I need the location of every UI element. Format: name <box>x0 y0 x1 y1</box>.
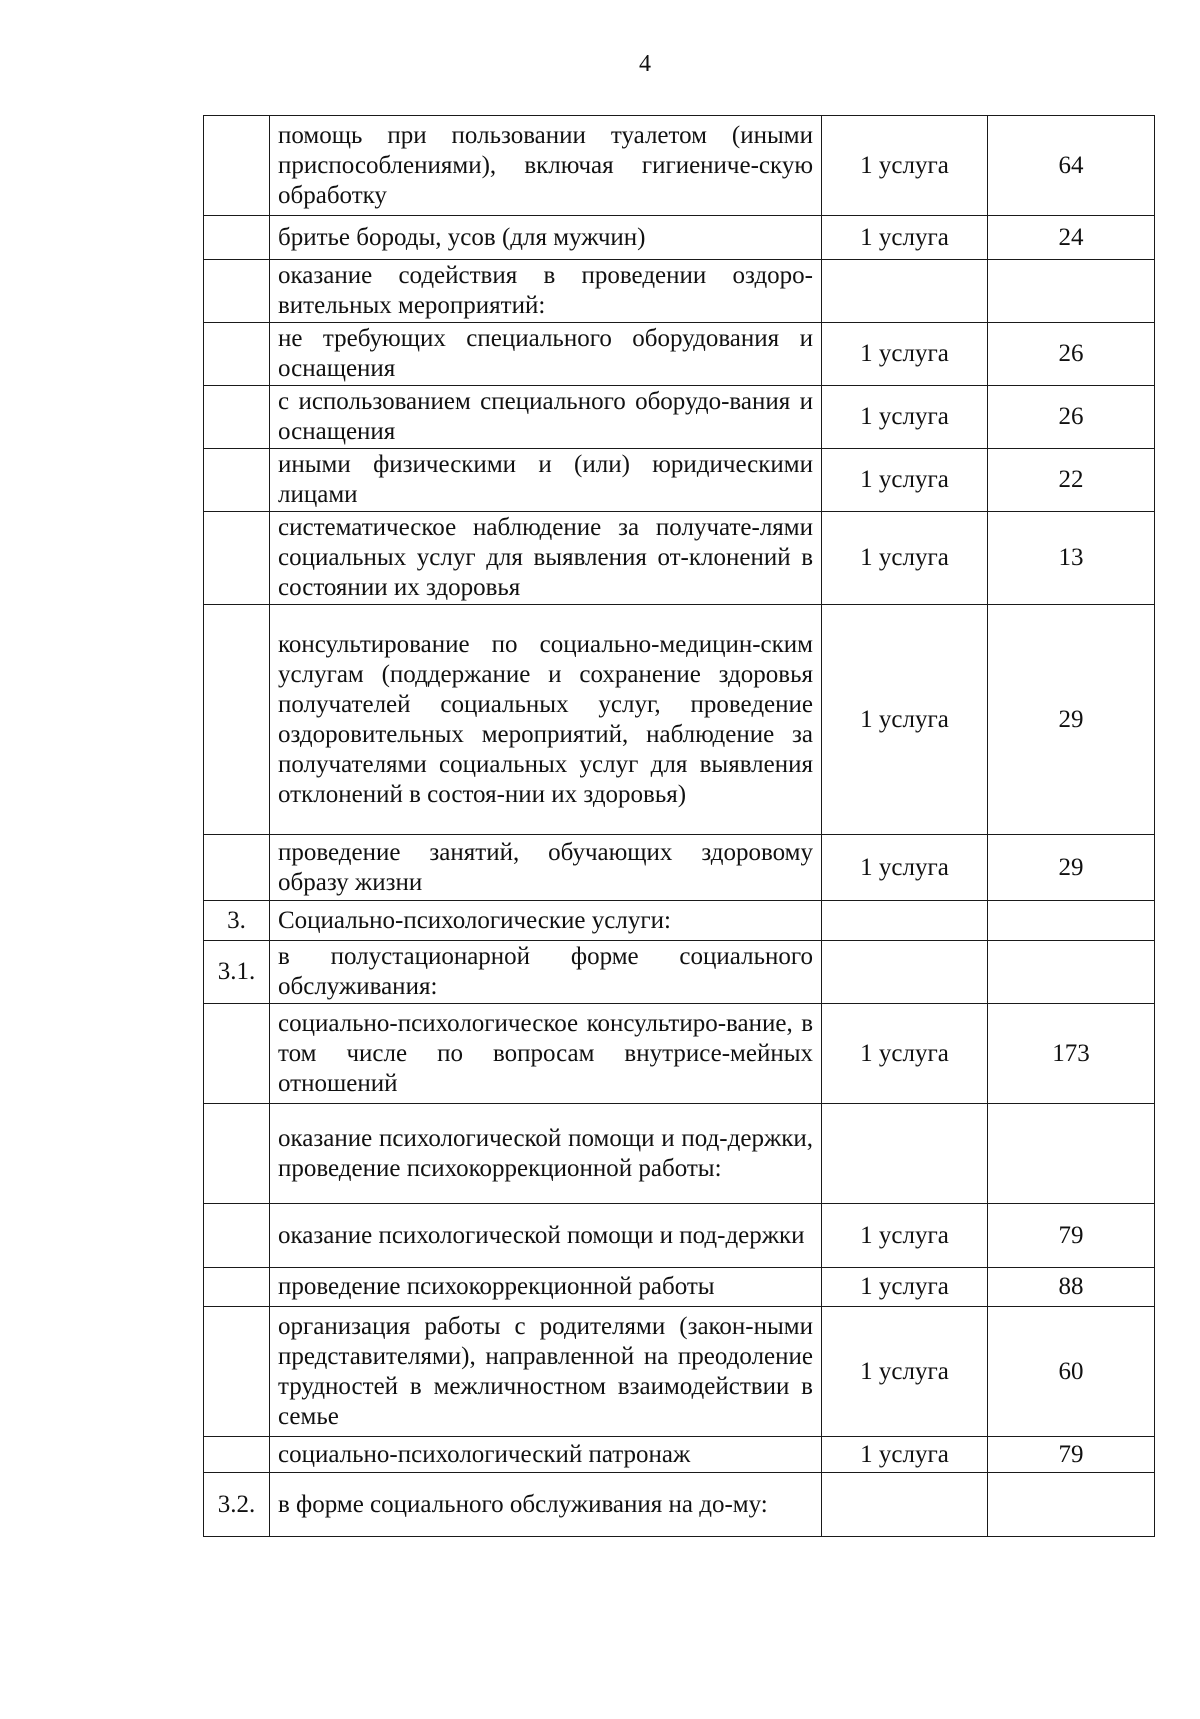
price-cell: 88 <box>988 1268 1155 1307</box>
row-number-cell <box>204 1104 270 1204</box>
service-name-cell: бритье бороды, усов (для мужчин) <box>270 216 822 260</box>
price-cell <box>988 901 1155 941</box>
table-row <box>204 323 1155 386</box>
unit-cell: 1 услуга <box>822 386 988 449</box>
price-cell <box>988 260 1155 323</box>
service-name-cell: помощь при пользовании туалетом (иными приспособлениями), включая гигиениче-скую обработку <box>270 116 822 216</box>
service-name-cell: оказание психологической помощи и под-держки <box>270 1204 822 1268</box>
services-table <box>203 115 1155 1537</box>
table-row <box>204 1307 1155 1437</box>
row-number-cell <box>204 260 270 323</box>
unit-cell: 1 услуга <box>822 1437 988 1473</box>
service-name-cell: оказание содействия в проведении оздоро-вительных мероприятий: <box>270 260 822 323</box>
service-name-cell: социально-психологический патронаж <box>270 1437 822 1473</box>
table-row <box>204 260 1155 323</box>
service-name-cell: в форме социального обслуживания на до-му: <box>270 1473 822 1537</box>
price-cell: 60 <box>988 1307 1155 1437</box>
unit-cell: 1 услуга <box>822 835 988 901</box>
row-number-cell <box>204 605 270 835</box>
row-number-cell: 3.1. <box>204 941 270 1004</box>
service-name-cell: консультирование по социально-медицин-ским услугам (поддержание и сохранение здоровья получателей социальных услуг, проведение оздоровительных мероприятий, наблюдение за получателями социальных услуг для выявления отклонений в состоя-нии их здоровья) <box>270 605 822 835</box>
unit-cell: 1 услуга <box>822 1004 988 1104</box>
row-number-cell <box>204 1437 270 1473</box>
service-name-cell: не требующих специального оборудования и оснащения <box>270 323 822 386</box>
row-number-cell <box>204 386 270 449</box>
price-cell: 79 <box>988 1204 1155 1268</box>
unit-cell: 1 услуга <box>822 605 988 835</box>
table-row <box>204 1104 1155 1204</box>
price-cell <box>988 1473 1155 1537</box>
service-name-cell: социально-психологическое консультиро-вание, в том числе по вопросам внутрисе-мейных отношений <box>270 1004 822 1104</box>
price-cell: 29 <box>988 605 1155 835</box>
table-row <box>204 386 1155 449</box>
table-row <box>204 941 1155 1004</box>
price-cell: 22 <box>988 449 1155 512</box>
unit-cell: 1 услуга <box>822 216 988 260</box>
price-cell <box>988 941 1155 1004</box>
row-number-cell <box>204 449 270 512</box>
row-number-cell <box>204 116 270 216</box>
price-cell: 173 <box>988 1004 1155 1104</box>
table-row <box>204 901 1155 941</box>
service-name-cell: иными физическими и (или) юридическими лицами <box>270 449 822 512</box>
unit-cell: 1 услуга <box>822 323 988 386</box>
table-row <box>204 1268 1155 1307</box>
row-number-cell <box>204 216 270 260</box>
price-cell: 26 <box>988 323 1155 386</box>
service-name-cell: проведение занятий, обучающих здоровому образу жизни <box>270 835 822 901</box>
table-row <box>204 1204 1155 1268</box>
price-cell: 64 <box>988 116 1155 216</box>
row-number-cell: 3. <box>204 901 270 941</box>
unit-cell: 1 услуга <box>822 449 988 512</box>
service-name-cell: проведение психокоррекционной работы <box>270 1268 822 1307</box>
service-name-cell: организация работы с родителями (закон-ными представителями), направленной на преодоление трудностей в межличностном взаимодействии в семье <box>270 1307 822 1437</box>
unit-cell <box>822 941 988 1004</box>
unit-cell: 1 услуга <box>822 116 988 216</box>
price-cell <box>988 1104 1155 1204</box>
table-row <box>204 512 1155 605</box>
unit-cell: 1 услуга <box>822 1307 988 1437</box>
row-number-cell <box>204 1204 270 1268</box>
table-row <box>204 1473 1155 1537</box>
unit-cell: 1 услуга <box>822 1268 988 1307</box>
price-cell: 79 <box>988 1437 1155 1473</box>
table-row <box>204 605 1155 835</box>
row-number-cell <box>204 1307 270 1437</box>
table-row <box>204 116 1155 216</box>
service-name-cell: систематическое наблюдение за получате-лями социальных услуг для выявления от-клонений в состоянии их здоровья <box>270 512 822 605</box>
unit-cell <box>822 1104 988 1204</box>
service-name-cell: оказание психологической помощи и под-держки, проведение психокоррекционной работы: <box>270 1104 822 1204</box>
row-number-cell <box>204 835 270 901</box>
table-row <box>204 216 1155 260</box>
unit-cell: 1 услуга <box>822 512 988 605</box>
row-number-cell: 3.2. <box>204 1473 270 1537</box>
page-number: 4 <box>639 51 651 77</box>
price-cell: 24 <box>988 216 1155 260</box>
unit-cell <box>822 260 988 323</box>
price-cell: 26 <box>988 386 1155 449</box>
unit-cell <box>822 1473 988 1537</box>
row-number-cell <box>204 1268 270 1307</box>
price-cell: 13 <box>988 512 1155 605</box>
services-table-body <box>204 116 1155 1537</box>
price-cell: 29 <box>988 835 1155 901</box>
row-number-cell <box>204 323 270 386</box>
unit-cell <box>822 901 988 941</box>
row-number-cell <box>204 1004 270 1104</box>
table-row <box>204 449 1155 512</box>
service-name-cell: с использованием специального оборудо-вания и оснащения <box>270 386 822 449</box>
service-name-cell: Социально-психологические услуги: <box>270 901 822 941</box>
table-row <box>204 1004 1155 1104</box>
row-number-cell <box>204 512 270 605</box>
table-row <box>204 835 1155 901</box>
unit-cell: 1 услуга <box>822 1204 988 1268</box>
table-row <box>204 1437 1155 1473</box>
service-name-cell: в полустационарной форме социального обслуживания: <box>270 941 822 1004</box>
